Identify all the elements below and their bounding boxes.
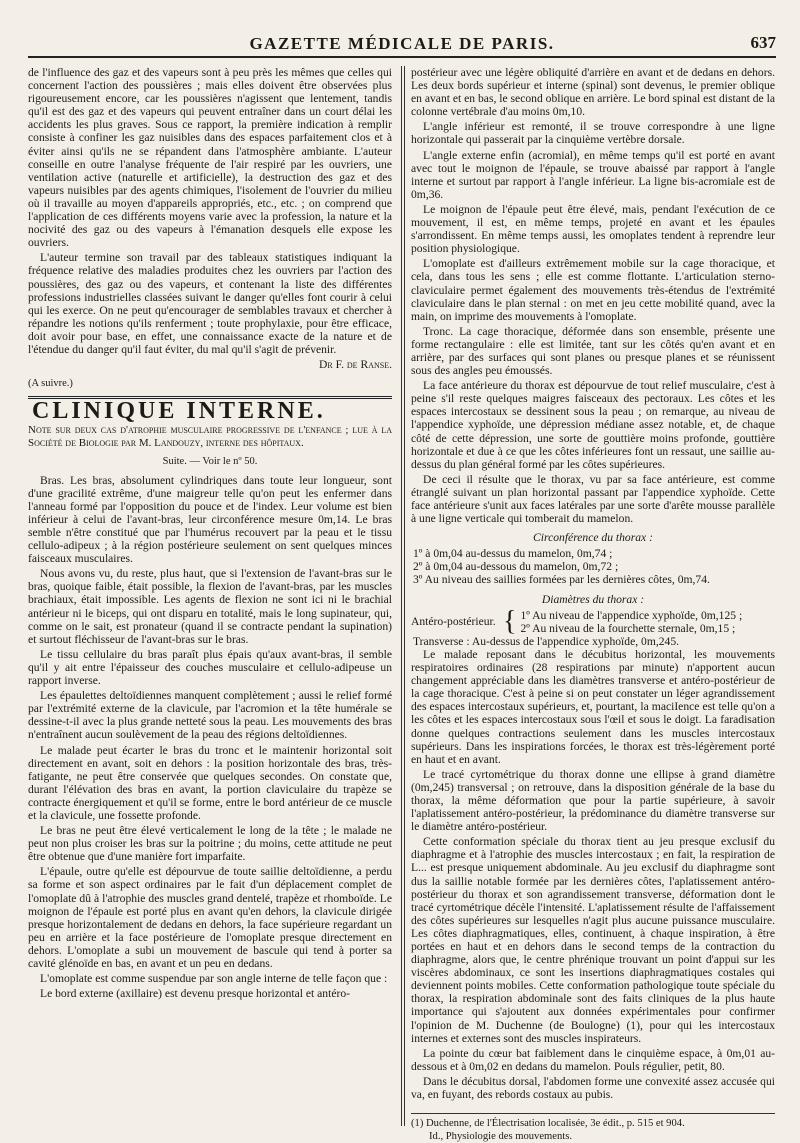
- paragraph: L'auteur termine son travail par des tableaux statistiques indiquant la fréquence relative des maladies produites chez les ouvriers par l'action des poussières, des gaz ou des vapeurs, et contenant la liste des différentes professions industrielles classées suivant le danger qu'elles font courir à celui qui les exerce. On ne peut qu'encourager de semblables travaux et chercher à répandre les notions qu'ils renferment ; toute prophylaxie, pour être efficace, doit avoir pour base, en effet, une connaissance exacte de la nature et de l'étendue du danger qu'il faut éviter, du mal qu'il s'agit de prévenir.: [28, 251, 392, 356]
- newspaper-page: [28, 30, 776, 1142]
- to-follow-note: (A suivre.): [28, 378, 73, 390]
- measurement-item: 2º Au niveau de la fourchette sternale, 0m,15 ;: [520, 621, 736, 635]
- paragraph: Bras. Les bras, absolument cylindriques dans toute leur longueur, sont d'une gracilité extrême, d'une maigreur telle qu'on peut les enfermer dans l'anneau formé par l'opposition du pouce et de l'index. Leur volume est bien inférieur à celui de l'avant-bras, leur circonférence mesure 0m,14. Le bras semble n'être constitué que par l'humérus recouvert par la peau et le tissu cellulo-adipeux ; à la région postérieure seulement on sent quelques minces faisceaux musculaires.: [28, 473, 392, 566]
- measurement-item: 1º Au niveau de l'appendice xyphoïde, 0m,125 ;: [520, 608, 743, 622]
- page-number: 637: [750, 33, 776, 52]
- paragraph: La face antérieure du thorax est dépourvue de tout relief musculaire, c'est à peine s'il reste quelques maigres faisceaux des pectoraux. Les côtes et les espaces intercostaux se dessinent sous la peau ; on remarque, au niveau de l'appendice xyphoïde, une dépression médiane assez notable, et, de chaque côté de cette dépression, une sorte de gouttière moins profonde, gouttière horizontale et due à ce que les côtes inférieures font un ressaut, une saillie au-dessus du plan général formé par les côtes supérieures.: [411, 379, 775, 471]
- paragraph: Le tracé cyrtométrique du thorax donne une ellipse à grand diamètre (0m,245) transversal ; on retrouve, dans la disposition générale de la base du thorax, la même déformation que pour la partie supérieure, à savoir l'aplatissement antéro-postérieur, la prédominance du diamètre transverse sur le diamètre antéro-postérieur.: [411, 767, 775, 834]
- paragraph: L'omoplate est d'ailleurs extrêmement mobile sur la cage thoracique, et cela, dans tous les sens ; elle est comme flottante. L'articulation sterno-claviculaire permet également des mouvements très-étendus de l'extrémité claviculaire dans le plan sternal : on met en jeu cette mobilité quand, avec la main, on imprime des mouvements à l'omoplate.: [411, 257, 775, 323]
- article-heading: Note sur deux cas d'atrophie musculaire progressive de l'enfance ; lue à la Société de Biologie par M. Landouzy, interne des hôpitaux.: [28, 424, 392, 450]
- footnotes: [411, 1113, 775, 1143]
- paragraph: De ceci il résulte que le thorax, vu par sa face antérieure, est comme étranglé suivant un plan horizontal passant par l'appendice xyphoïde. Cette face antérieure s'unit aux faces latérales par une sorte d'arête mousse parallèle à une ligne verticale qui tomberait du mamelon.: [411, 472, 775, 526]
- paragraph: Cette conformation spéciale du thorax tient au jeu presque exclusif du diaphragme et à l'atrophie des muscles intercostaux ; en fait, la respiration de L... est presque uniquement abdominale. Au jeu exclusif du diaphragme sont dus la saillie notable formée par les dernières côtes, l'aplatissement antéro-postérieur du thorax et son agrandissement transverse, déformation dont le tracé cyrtométrique décèle l'intensité. L'aplatissement résulte de l'affaissement des côtes supérieures sur lesquelles n'agit plus aucune puissance musculaire. Les côtes diaphragmatiques, elles, continuent, à chaque inspiration, à être portées en haut et en dehors dans le second temps de la contraction du diaphragme, alors que, le centre phrénique trouvant un point d'appui sur les viscères abdominaux, ce sont les insertions diaphragmatiques costales qui deviennent points mobiles. Cette conformation pathologique toute spéciale du thorax, la respiration abdominale sont des faits cliniques de la plus haute importance qui s'ajoutent aux données expérimentales pour confirmer l'opinion de M. Duchenne (de Boulogne) (1), pour qui les intercostaux internes et externes sont des muscles inspirateurs.: [411, 835, 775, 1045]
- paragraph: L'angle inférieur est remonté, il se trouve correspondre à une ligne horizontale qui passerait par la cinquième vertèbre dorsale.: [411, 120, 775, 147]
- paragraph: Le malade reposant dans le décubitus horizontal, les mouvements respiratoires ordinaires (28 respirations par minute) n'apportent aucun changement appréciable dans les diamètres transverse et antéro-postérieur de la cage thoracique. C'est à peine si on peut constater un léger agrandissement des espaces intercostaux supérieurs, et, pourtant, la maciIence est telle qu'on a les côtes et les espaces intercostaux sous l'œil et sous le doigt. La faradisation donne quelques contractions seulement dans les muscles intercostaux supérieurs. Dans les inspirations forcées, le thorax est très-légèrement porté en haut et en avant.: [411, 647, 775, 766]
- page-header: [28, 30, 776, 58]
- paragraph: postérieur avec une légère obliquité d'arrière en avant et de dedans en dehors. Les deux bords supérieur et interne (spinal) sont devenus, le premier oblique en avant et en bas, le second oblique en arrière. Le bord spinal est distant de la colonne vertébrale d'au moins 0m,10.: [411, 66, 775, 119]
- diameter-group: [411, 605, 775, 637]
- paragraph: de l'influence des gaz et des vapeurs sont à peu près les mêmes que celles qui concernent l'action des poussières ; mais elles doivent être observées plus rigoureusement encore, car les poussières n'agissent que lentement, tandis qu'il est des gaz et des vapeurs qui peuvent entraîner dans un court délai les accidents les plus graves. Sous ce rapport, la première indication à remplir consiste à confiner les gaz nuisibles dans des espaces parfaitement clos et à éviter ainsi qu'ils ne se répandent dans l'atmosphère ambiante. L'auteur conseille en outre l'analyse fréquente de l'air respiré par les ouvriers, une ventilation active (naturelle et artificielle), la destruction des gaz et des vapeurs nuisibles par des agents chimiques, l'isolement de l'ouvrier du milieu où il travaille au moyen d'appareils appropriés, etc., etc. ; on comprend que l'application de ces différents moyens varie avec la profession, la nature et la nocivité des gaz ou des vapeurs à l'émanation desquels elle expose les ouvriers.: [28, 66, 392, 250]
- footnote: (1) Duchenne, de l'Électrisation localisée, 3e édit., p. 515 et 904.: [411, 1118, 685, 1130]
- author-signature: Dr F. de Ranse.: [318, 358, 392, 372]
- paragraph: Le moignon de l'épaule peut être élevé, mais, pendant l'exécution de ce mouvement, il est, en même temps, projeté en avant et les épaules s'arrondissent. En même temps aussi, les omoplates tendent à reprendre leur position physiologique.: [411, 202, 775, 256]
- continuation-note: Suite. — Voir le nº 50.: [162, 455, 258, 467]
- diameter-items: [520, 609, 742, 635]
- diameter-label: Antéro-postérieur.: [411, 615, 496, 629]
- paragraph: L'omoplate est comme suspendue par son angle interne de telle façon que :: [40, 972, 388, 986]
- paragraph: Dans le décubitus dorsal, l'abdomen forme une convexité assez accusée qui va, en fuyant, des rebords costaux au pubis.: [411, 1074, 775, 1102]
- paragraph: L'angle externe enfin (acromial), en même temps qu'il est porté en avant avec tout le moignon de l'épaule, se trouve abaissé par rapport à l'angle interne et surtout par rapport à l'angle inférieur. La ligne bis-acromiale est de 0m,36.: [411, 148, 775, 201]
- paragraph: Le tissu cellulaire du bras paraît plus épais qu'aux avant-bras, il semble qu'il y ait entre l'épaisseur des couches musculaire et cellulo-adipeuse un rapport inverse.: [28, 647, 392, 688]
- paragraph: L'épaule, outre qu'elle est dépourvue de toute saillie deltoïdienne, a perdu sa forme et son aspect ordinaires par le fait d'un déplacement complet de l'omoplate dû à l'atrophie des muscles grand dentelé, trapèze et rhomboïde. Le moignon de l'épaule est porté plus en avant qu'en dehors, la clavicule dirigée presque horizontalement de dedans en dehors, la face supérieure regardant un peu en arrière et la face postérieure de l'omoplate presque directement en dehors. L'omoplate a subi un mouvement de bascule qui tend à porter sa cavité glénoïde en bas, en avant et un peu en dedans.: [28, 865, 392, 970]
- paragraph: Le bord externe (axillaire) est devenu presque horizontal et antéro-: [40, 987, 350, 1001]
- paragraph: La pointe du cœur bat faiblement dans le cinquième espace, à 0m,01 au-dessous et à 0m,02 en dedans du mamelon. Pouls régulier, petit, 80.: [411, 1046, 775, 1073]
- right-column: [411, 66, 775, 1142]
- measurement-item: 1º à 0m,04 au-dessus du mamelon, 0m,74 ;: [413, 547, 613, 561]
- paragraph: Le bras ne peut être élevé verticalement le long de la tête ; le malade ne peut non plus croiser les bras sur la poitrine ; du moins, cette attitude ne peut être obtenue que d'une manière fort imparfaite.: [28, 824, 392, 864]
- paragraph: Les épaulettes deltoïdiennes manquent complètement ; aussi le relief formé par l'extrémité externe de la clavicule, par l'acromion et la tête humérale se dessine-t-il avec la plus grande netteté sous la peau. Les mouvements des bras n'entraînent aucun soulèvement de la peau des régions deltoïdiennes.: [28, 689, 392, 742]
- column-rule: [401, 66, 402, 1126]
- footnote: Id., Physiologie des mouvements.: [429, 1130, 573, 1142]
- paragraph: Le malade peut écarter le bras du tronc et le maintenir horizontal soit directement en avant, soit en dehors : la position horizontale des bras, très-fatigante, ne peut être conservée que quelques secondes. On constate que, durant l'élévation des bras en avant, la portion claviculaire du trapèze se contracte énergiquement et qu'il se forme, entre le bord antérieur de ce muscle et la clavicule, une fossette profonde.: [28, 743, 392, 822]
- diameters-title: Diamètres du thorax :: [541, 592, 645, 606]
- journal-title: GAZETTE MÉDICALE DE PARIS.: [249, 34, 555, 53]
- column-rule: [404, 66, 405, 1126]
- measurement-item: 3º Au niveau des saillies formées par les dernières côtes, 0m,74.: [413, 573, 710, 587]
- paragraph: Nous avons vu, du reste, plus haut, que si l'extension de l'avant-bras sur le bras, quoique faible, était possible, la flexion de l'avant-bras, par les muscles brachiaux, était impossible. Les agents de flexion ne sont ici ni le brachial antérieur ni le biceps, qui ont disparu en totalité, mais le long supinateur, qui, comme on le sait, est pronateur (quand il se contracte pendant la supination) et surtout fléchisseur de l'avant-bras sur le bras.: [28, 567, 392, 646]
- brace-symbol: {: [503, 605, 517, 637]
- circumference-title: Circonférence du thorax :: [533, 531, 653, 545]
- measurement-item: Transverse : Au-dessus de l'appendice xyphoïde, 0m,245.: [413, 634, 680, 648]
- section-title: CLINIQUE INTERNE.: [32, 398, 326, 425]
- measurement-item: 2º à 0m,04 au-dessous du mamelon, 0m,72 ;: [413, 560, 619, 574]
- text-columns: [28, 66, 776, 1142]
- paragraph: Tronc. La cage thoracique, déformée dans son ensemble, présente une forme rectangulaire : elle est limitée, tant sur les côtés qu'en avant et en arrière, par des surfaces qui sont planes ou presque planes et se réunissent sous des angles peu émoussés.: [411, 324, 775, 378]
- left-column: [28, 66, 392, 1126]
